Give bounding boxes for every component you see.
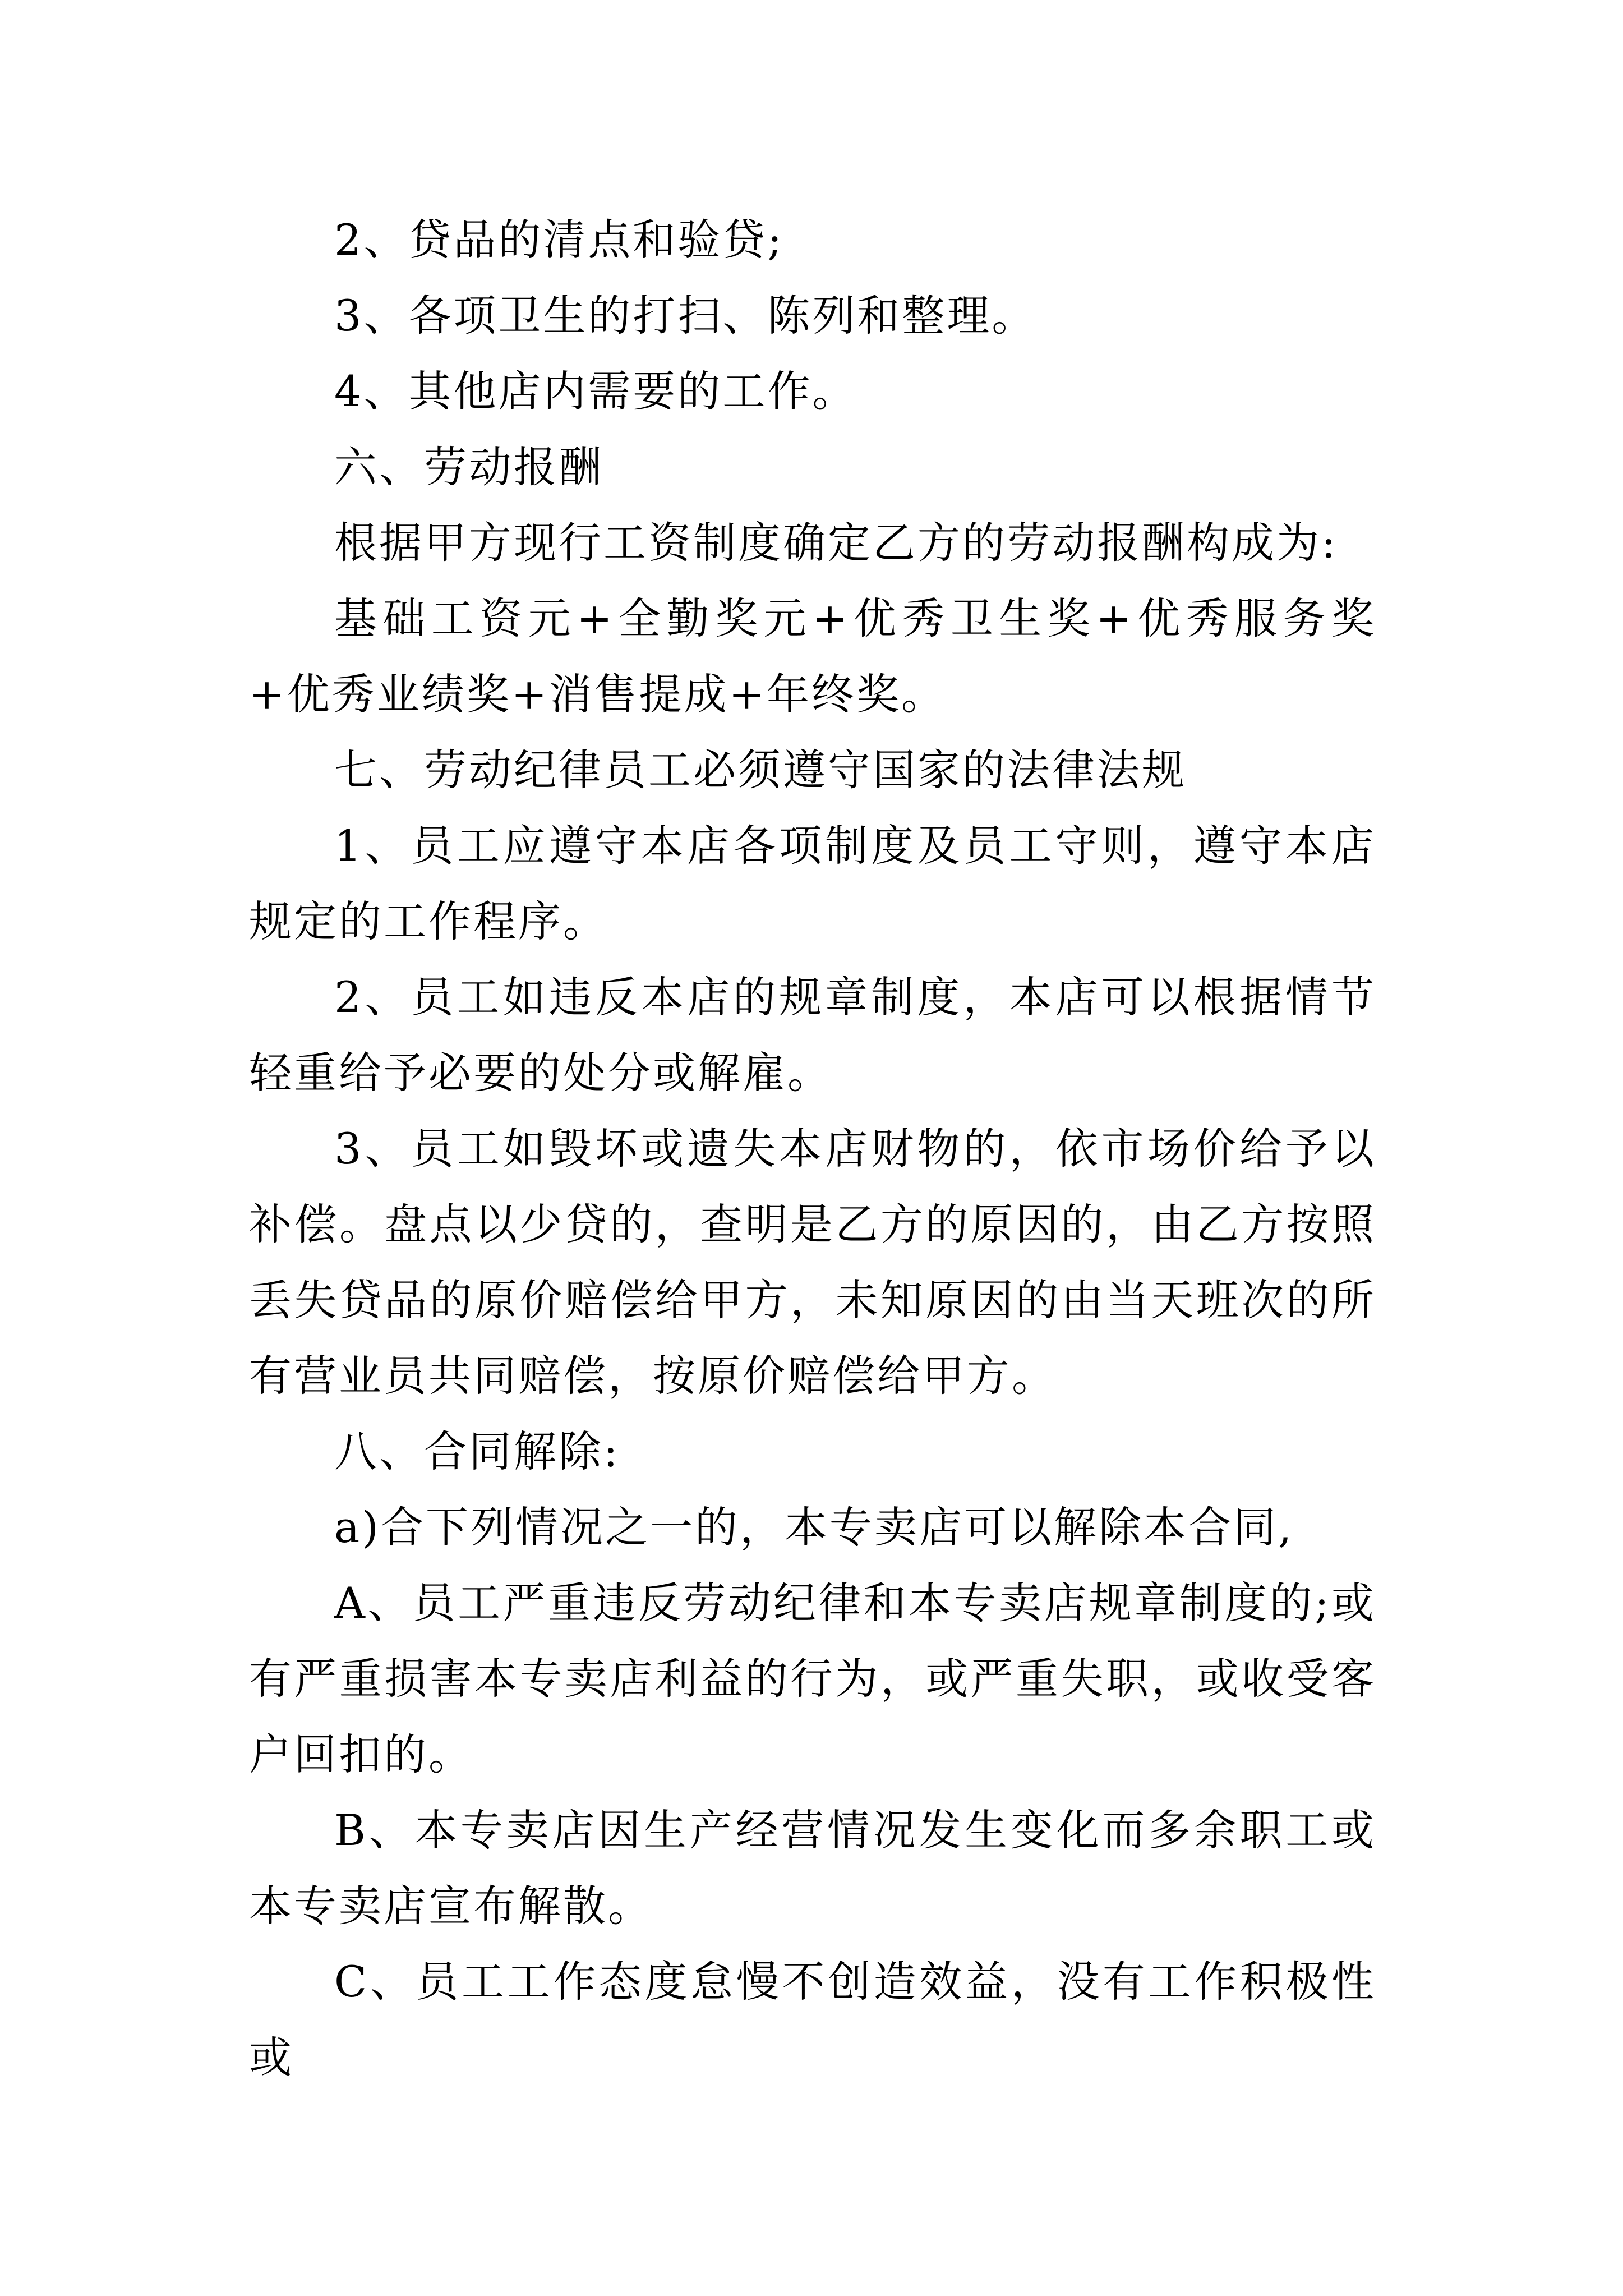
- section-heading-contract-termination: 八、合同解除:: [334, 1427, 620, 1476]
- paragraph-termination-a: A、员工严重违反劳动纪律和本专卖店规章制度的;或有严重损害本专卖店利益的行为，或严重失职，或收受客户回扣的。: [249, 1578, 1376, 1779]
- section-heading-remuneration: 六、劳动报酬: [334, 442, 603, 492]
- paragraph-hygiene-display: 3、各项卫生的打扫、陈列和整理。: [334, 291, 1037, 341]
- paragraph-termination-b: B、本专卖店因生产经营情况发生变化而多余职工或本专卖店宣布解散。: [249, 1805, 1376, 1931]
- paragraph-discipline-rules: 1、员工应遵守本店各项制度及员工守则，遵守本店规定的工作程序。: [249, 821, 1376, 946]
- paragraph-remuneration-formula: 基础工资元+全勤奖元+优秀卫生奖+优秀服务奖+优秀业绩奖+消售提成+年终奖。: [249, 593, 1376, 719]
- paragraph-discipline-compensation: 3、员工如毁坏或遗失本店财物的，依市场价给予以补偿。盘点以少贷的，查明是乙方的原因的，由乙方按照丢失贷品的原价赔偿给甲方，未知原因的由当天班次的所有营业员共同赔偿，按原价赔偿给甲方。: [249, 1124, 1376, 1401]
- paragraph-remuneration-intro: 根据甲方现行工资制度确定乙方的劳动报酬构成为:: [334, 518, 1338, 568]
- paragraph-discipline-violation: 2、员工如违反本店的规章制度，本店可以根据情节轻重给予必要的处分或解雇。: [249, 972, 1376, 1098]
- paragraph-termination-conditions: a)合下列情况之一的，本专卖店可以解除本合同,: [334, 1502, 1294, 1552]
- section-heading-labor-discipline: 七、劳动纪律员工必须遵守国家的法律法规: [334, 745, 1187, 795]
- paragraph-other-work: 4、其他店内需要的工作。: [334, 366, 857, 416]
- paragraph-termination-c: C、员工工作态度怠慢不创造效益，没有工作积极性或: [249, 1957, 1376, 2082]
- paragraph-goods-inspection: 2、贷品的清点和验贷;: [334, 215, 784, 265]
- document-body: [249, 202, 1376, 2095]
